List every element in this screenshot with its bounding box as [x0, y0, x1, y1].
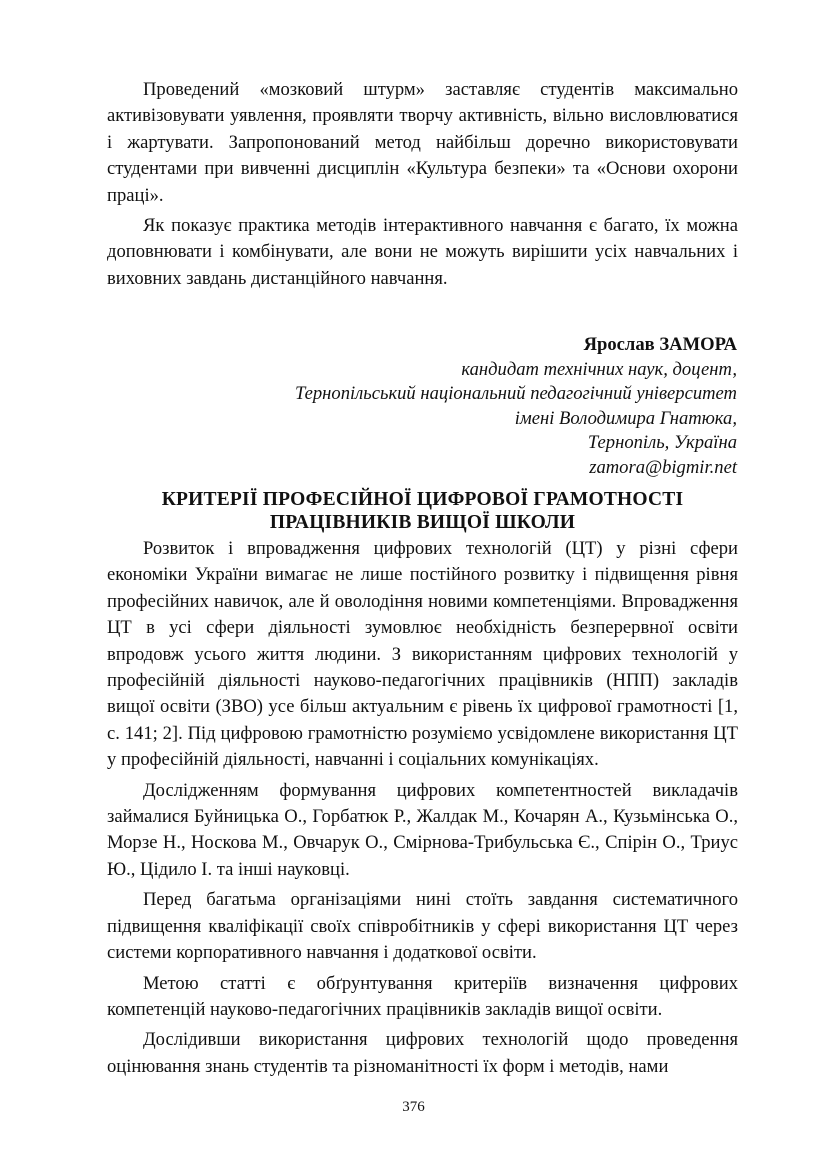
article-title [107, 488, 738, 534]
intro-paragraph-1: Проведений «мозковий штурм» заставляє студентів максимально активізовувати уявлення, проявляти творчу активність, вільно висловлюватися і жартувати. Запропонований метод найбільш доречно використовувати студентами при вивченні дисциплін «Культура безпеки» та «Основи охорони праці». [107, 79, 738, 206]
author-email: zamora@bigmir.net [589, 456, 737, 478]
author-degree: кандидат технічних наук, доцент, [461, 358, 737, 380]
article-title-line1: КРИТЕРІЇ ПРОФЕСІЙНОЇ ЦИФРОВОЇ ГРАМОТНОСТІ [161, 489, 684, 510]
intro-section [107, 77, 738, 292]
author-name: Ярослав ЗАМОРА [583, 334, 737, 355]
body-paragraph-2: Дослідженням формування цифрових компетентностей викладачів займалися Буйницька О., Горбатюк Р., Жалдак М., Кочарян А., Кузьмінська О., Морзе Н., Носкова М., Овчарук О., Смірнова-Трибульська Є., Спірін О., Триус Ю., Цідило І. та інші науковці. [107, 779, 738, 880]
author-info [295, 333, 737, 480]
body-paragraph-3: Перед багатьма організаціями нині стоїть завдання систематичного підвищення кваліфікації своїх співробітників у сфері використання ЦТ через системи корпоративного навчання і додаткової освіти. [107, 889, 738, 964]
article-title-line2: ПРАЦІВНИКІВ ВИЩОЇ ШКОЛИ [269, 512, 576, 533]
article-body [107, 536, 738, 1080]
body-paragraph-4: Метою статті є обґрунтування критеріїв визначення цифрових компетенцій науково-педагогічних працівників закладів вищої освіти. [107, 972, 738, 1020]
body-paragraph-5: Дослідивши використання цифрових технологій щодо проведення оцінювання знань студентів та різноманітності їх форм і методів, нами [107, 1029, 738, 1077]
body-paragraph-1: Розвиток і впровадження цифрових технологій (ЦТ) у різні сфери економіки України вимагає не лише постійного розвитку і підвищення рівня професійних навичок, але й оволодіння новими компетенціями. Впровадження ЦТ в усі сфери діяльності зумовлює необхідність безперервної освіти впродовж усього життя людини. З використанням цифрових технологій у професійній діяльності науково-педагогічних працівників (НПП) закладів вищої освіти (ЗВО) усе більш актуальним є рівень їх цифрової грамотності [1, с. 141; 2]. Під цифровою грамотністю розуміємо усвідомлене використання ЦТ у професійній діяльності, навчанні і соціальних комунікаціях. [107, 538, 738, 771]
author-city: Тернопіль, Україна [587, 432, 737, 453]
author-university-line1: Тернопільський національний педагогічний університет [294, 383, 737, 404]
intro-paragraph-2: Як показує практика методів інтерактивного навчання є багато, їх можна доповнювати і комбінувати, але вони не можуть вирішити усіх навчальних і виховних завдань дистанційного навчання. [107, 215, 738, 289]
page-number: 376 [402, 1099, 425, 1115]
author-university-line2: імені Володимира Гнатюка, [514, 407, 737, 429]
